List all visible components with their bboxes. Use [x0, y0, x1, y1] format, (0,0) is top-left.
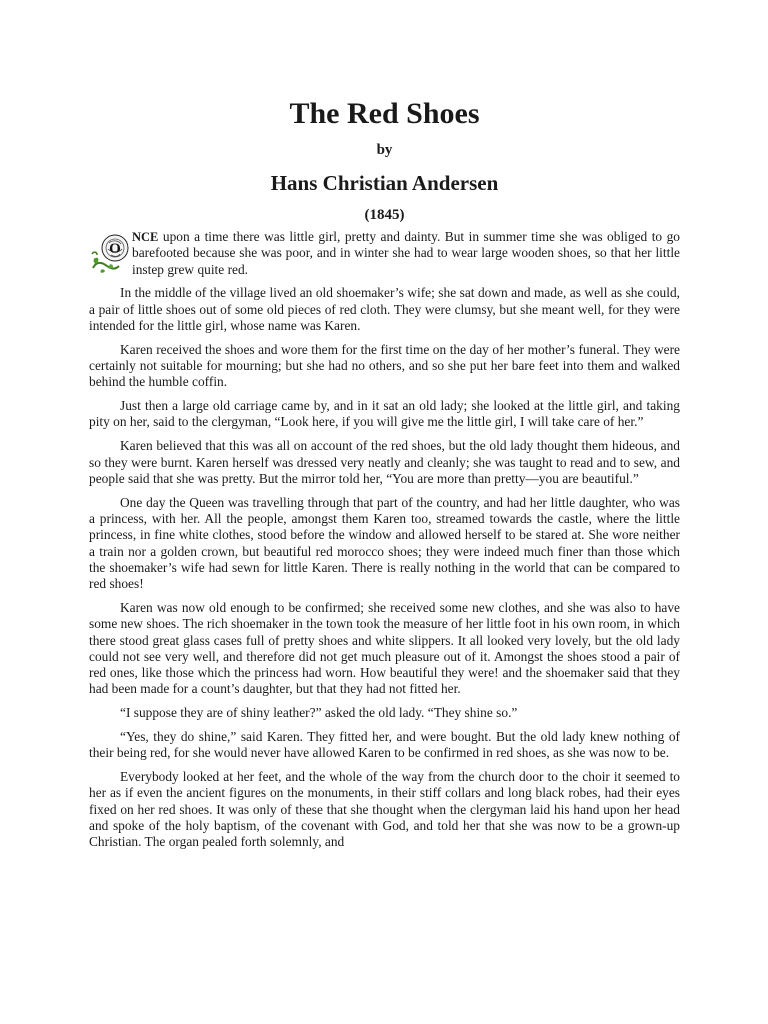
paragraph-first	[89, 229, 680, 278]
lead-word: NCE	[132, 230, 159, 244]
byline: by	[376, 142, 393, 158]
paragraph: “I suppose they are of shiny leather?” asked the old lady. “They shine so.”	[120, 705, 518, 721]
page-title: The Red Shoes	[289, 97, 480, 130]
paragraph: One day the Queen was travelling through that part of the country, and had her little daughter, who was a princess, with her. All the people, amongst them Karen too, streamed towards the castle, where the little princess, in fine white clothes, stood before the window and allowed herself to be stared at. She wore neither a train nor a golden crown, but beautiful red morocco shoes; they were indeed much finer than those which the shoemaker’s wife had sewn for little Karen. There is really nothing in the world that can be compared to red shoes!	[89, 494, 680, 592]
paragraph: Just then a large old carriage came by, and in it sat an old lady; she looked at the little girl, and taking pity on her, said to the clergyman, “Look here, if you will give me the little girl, I will take care of her.”	[89, 398, 680, 430]
svg-text:O: O	[109, 241, 121, 257]
publication-year: (1845)	[364, 207, 405, 223]
first-paragraph-text: upon a time there was little girl, pretty and dainty. But in summer time she was obliged to go barefooted because she was poor, and in winter she had to wear large wooden shoes, so that her little instep grew quite red.	[132, 229, 680, 277]
paragraph: Everybody looked at her feet, and the whole of the way from the church door to the choir it seemed to her as if even the ancient figures on the monuments, in their stiff collars and long black robes, had their eyes fixed on her red shoes. It was only of these that she thought when the clergyman laid his hand upon her head and spoke of the holy baptism, of the covenant with God, and told her that she was now to be a grown-up Christian. The organ pealed forth solemnly, and	[89, 769, 680, 850]
paragraph: Karen received the shoes and wore them for the first time on the day of her mother’s funeral. They were certainly not suitable for mourning; but she had no others, and so she put her bare feet into them and walked behind the humble coffin.	[89, 341, 680, 390]
paragraph: Karen was now old enough to be confirmed; she received some new clothes, and she was also to have some new shoes. The rich shoemaker in the town took the measure of her little foot in his own room, in which there stood great glass cases full of pretty shoes and white slippers. It all looked very lovely, but the old lady could not see very well, and therefore did not get much pleasure out of it. Amongst the shoes stood a pair of red ones, like those which the princess had worn. How beautiful they were! and the shoemaker said that they had been made for a count’s daughter, but that they had not fitted her.	[89, 599, 680, 697]
paragraph: In the middle of the village lived an old shoemaker’s wife; she sat down and made, as well as she could, a pair of little shoes out of some old pieces of red cloth. They were clumsy, but she meant well, for they were intended for the little girl, whose name was Karen.	[89, 285, 680, 333]
paragraph: “Yes, they do shine,” said Karen. They fitted her, and were bought. But the old lady knew nothing of their being red, for she would never have allowed Karen to be confirmed in red shoes, as she was now to be.	[89, 729, 680, 761]
author-name: Hans Christian Andersen	[270, 171, 499, 195]
decorated-initial-icon	[89, 230, 131, 274]
paragraph: Karen believed that this was all on account of the red shoes, but the old lady thought them hideous, and so they were burnt. Karen herself was dressed very neatly and cleanly; she was taught to read and to sew, and people said that she was pretty. But the mirror told her, “You are more than pretty—you are beautiful.”	[89, 438, 680, 486]
story-body	[89, 229, 680, 851]
